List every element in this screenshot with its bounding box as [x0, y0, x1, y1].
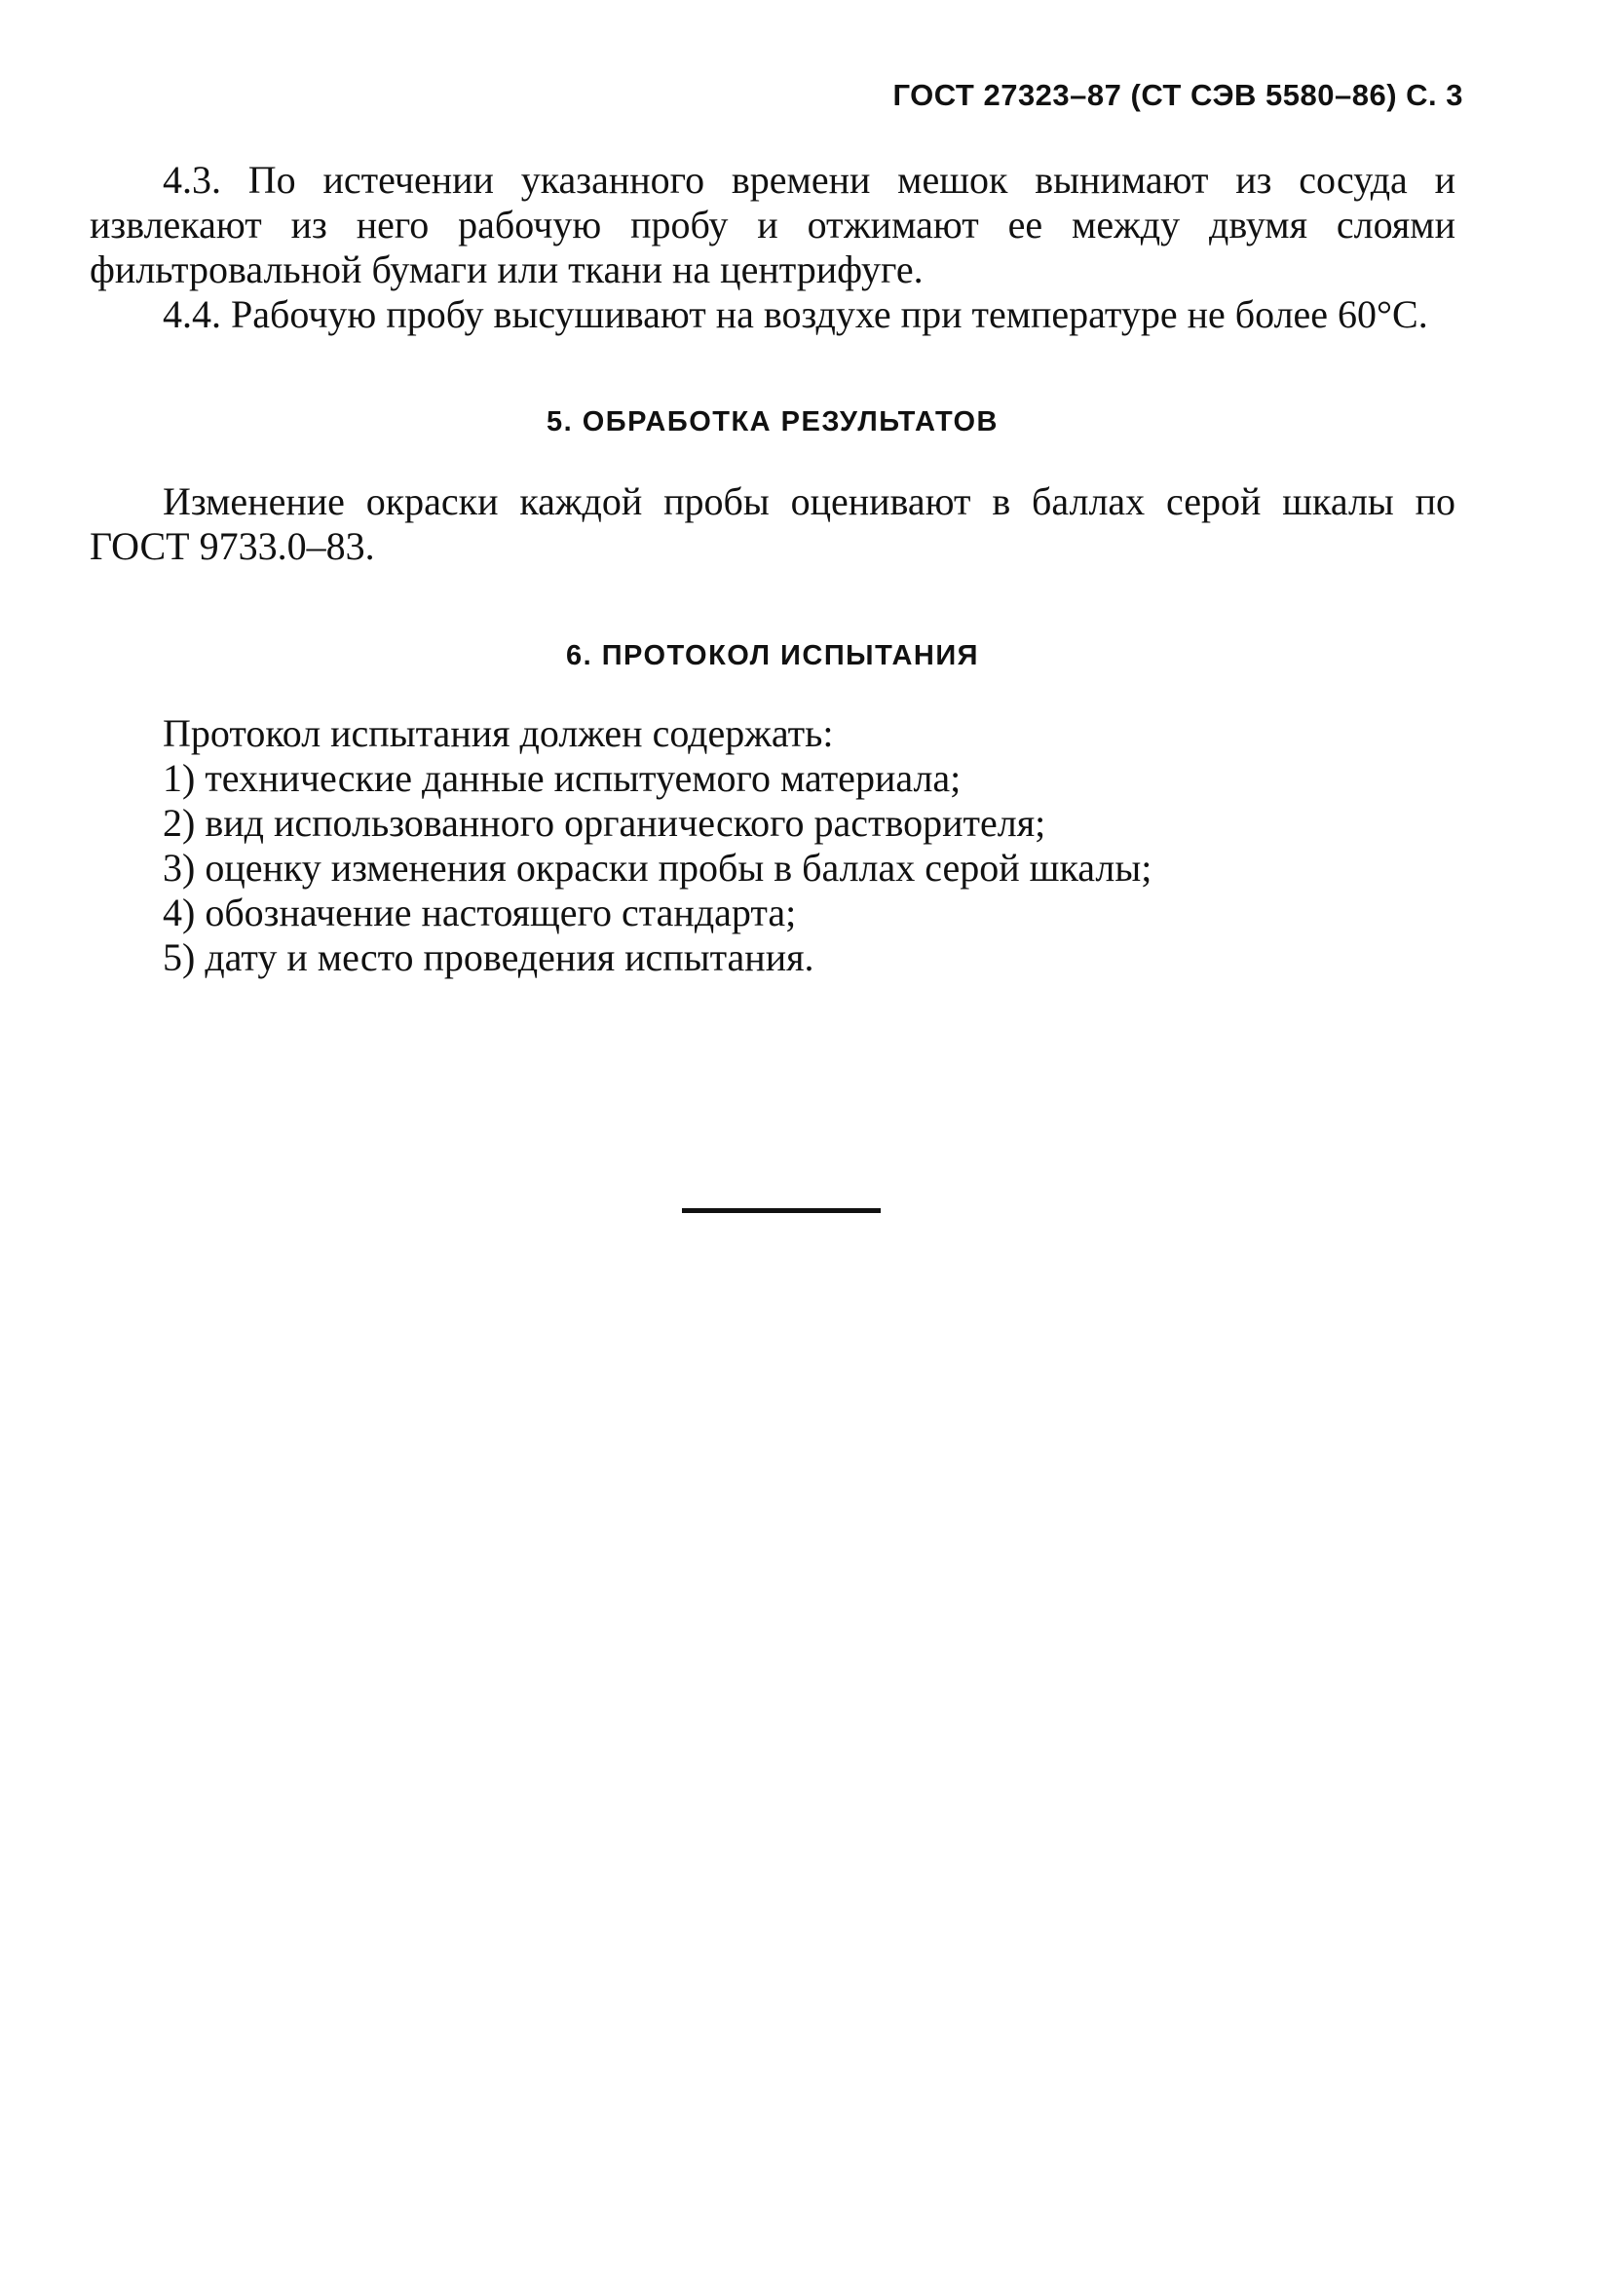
list-item: 1) технические данные испытуемого материала; [163, 756, 962, 800]
end-divider [682, 1208, 881, 1213]
document-body [90, 158, 1455, 980]
section-5-title: 5. ОБРАБОТКА РЕЗУЛЬТАТОВ [546, 406, 1000, 437]
list-item: 2) вид использованного органического растворителя; [163, 801, 1046, 845]
section-6-title: 6. ПРОТОКОЛ ИСПЫТАНИЯ [565, 640, 980, 671]
section-5-text: Изменение окраски каждой пробы оценивают в баллах серой шкалы по ГОСТ 9733.0–83. [90, 479, 1455, 568]
list-item: 5) дату и место проведения испытания. [163, 935, 814, 979]
page-header: ГОСТ 27323–87 (СТ СЭВ 5580–86) С. 3 [892, 78, 1463, 112]
paragraph-4-4: 4.4. Рабочую пробу высушивают на воздухе при температуре не более 60°С. [163, 292, 1428, 336]
list-item: 4) обозначение настоящего стандарта; [163, 891, 797, 934]
section-6-intro: Протокол испытания должен содержать: [163, 711, 834, 755]
protocol-items-list [90, 756, 1455, 980]
list-item: 3) оценку изменения окраски пробы в баллах серой шкалы; [163, 846, 1152, 890]
paragraph-4-3: 4.3. По истечении указанного времени мешок вынимают из сосуда и извлекают из него рабочую пробу и отжимают ее между двумя слоями фильтровальной бумаги или ткани на центрифуге. [90, 158, 1455, 291]
